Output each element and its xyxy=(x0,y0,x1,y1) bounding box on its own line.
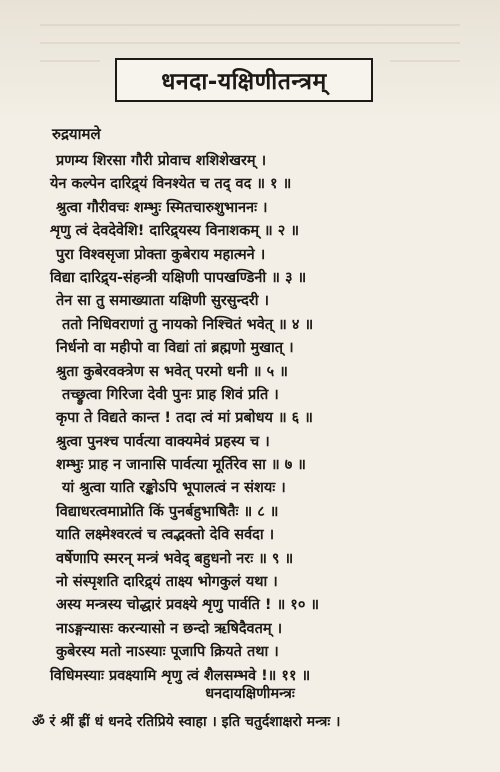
verse-line: तेन सा तु समाख्याता यक्षिणी सुरसुन्दरी । xyxy=(56,293,270,310)
verse-line: ततो निधिवराणां तु नायको निश्चितं भवेत् ॥ ४ ॥ xyxy=(62,316,314,333)
verse-line: विधिमस्याः प्रवक्ष्यामि शृणु त्वं शैलसम्भवे !॥ ११ ॥ xyxy=(50,667,311,684)
verse-line: येन कल्पेन दारिद्र्यं विनश्येत च तद् वद ॥ १ ॥ xyxy=(50,176,292,193)
verse-list xyxy=(36,150,476,688)
verse-line: वर्षेणापि स्मरन् मन्त्रं भवेद् बहुधनो नरः ॥ ९ ॥ xyxy=(56,550,294,567)
verse-line: पुरा विश्वसृजा प्रोक्ता कुबेराय महात्मने । xyxy=(56,246,266,263)
verse-line: याति लक्ष्मेश्वरत्वं च त्वद्भक्तो देवि सर्वदा । xyxy=(56,527,275,544)
verse-line: श्रुत्वा पुनश्च पार्वत्या वाक्यमेवं प्रहस्य च । xyxy=(56,433,270,450)
page-title: धनदा-यक्षिणीतन्त्रम् xyxy=(161,69,327,95)
verse-line: श्रुत्वा गौरीवचः शम्भुः स्मितचारुशुभाननः । xyxy=(56,199,268,216)
verse-line: नो संस्पृशति दारिद्र्यं ताक्ष्य भोगकुलं यथा । xyxy=(56,574,278,591)
mantra-line: ॐ रं श्रीं ह्रीं धं धनदे रतिप्रिये स्वाहा । इति चतुर्दशाक्षरो मन्त्रः । xyxy=(32,714,341,730)
verse-line: श्रुता कुबेरवक्त्रेण स भवेत् परमो धनी ॥ ५ ॥ xyxy=(56,363,288,380)
verse-line: शृणु त्वं देवदेवेशि! दारिद्र्यस्य विनाशकम् ॥ २ ॥ xyxy=(50,223,300,240)
mantra-heading: धनदायक्षिणीमन्त्रः xyxy=(205,686,295,702)
source-label: रुद्रयामले xyxy=(52,125,101,143)
verse-line: नाऽङ्गन्यासः करन्यासो न छन्दो ऋषिदैवतम् । xyxy=(56,620,283,637)
verse-line: विद्या दारिद्र्य-संहन्त्री यक्षिणी पापखण्डिनी ॥ ३ ॥ xyxy=(50,269,307,286)
verse-line: यां श्रुत्वा याति रङ्कोऽपि भूपालत्वं न संशयः । xyxy=(62,480,286,497)
verse-line: अस्य मन्त्रस्य चोद्धारं प्रवक्ष्ये शृणु पार्वति ! ॥ १० ॥ xyxy=(56,597,320,614)
title-box xyxy=(115,58,373,102)
verse-line: निर्धनो वा महीपो वा विद्यां तां ब्रह्मणो मुखात् । xyxy=(56,340,294,357)
verse-line: शम्भुः प्राह न जानासि पार्वत्या मूर्तिरेव सा ॥ ७ ॥ xyxy=(56,457,306,474)
verse-line: तच्छ्रुत्वा गिरिजा देवी पुनः प्राह शिवं प्रति । xyxy=(62,386,279,403)
verse-line: कुबेरस्य मतो नाऽस्याः पूजापि क्रियते तथा । xyxy=(56,644,279,661)
verse-line: प्रणम्य शिरसा गौरी प्रोवाच शशिशेखरम् । xyxy=(56,153,267,169)
verse-line: विद्याधरत्वमाप्नोति किं पुनर्बहुभाषितैः ॥ ८ ॥ xyxy=(56,503,279,520)
verse-line: कृपा ते विद्यते कान्त ! तदा त्वं मां प्रबोधय ॥ ६ ॥ xyxy=(56,410,313,427)
